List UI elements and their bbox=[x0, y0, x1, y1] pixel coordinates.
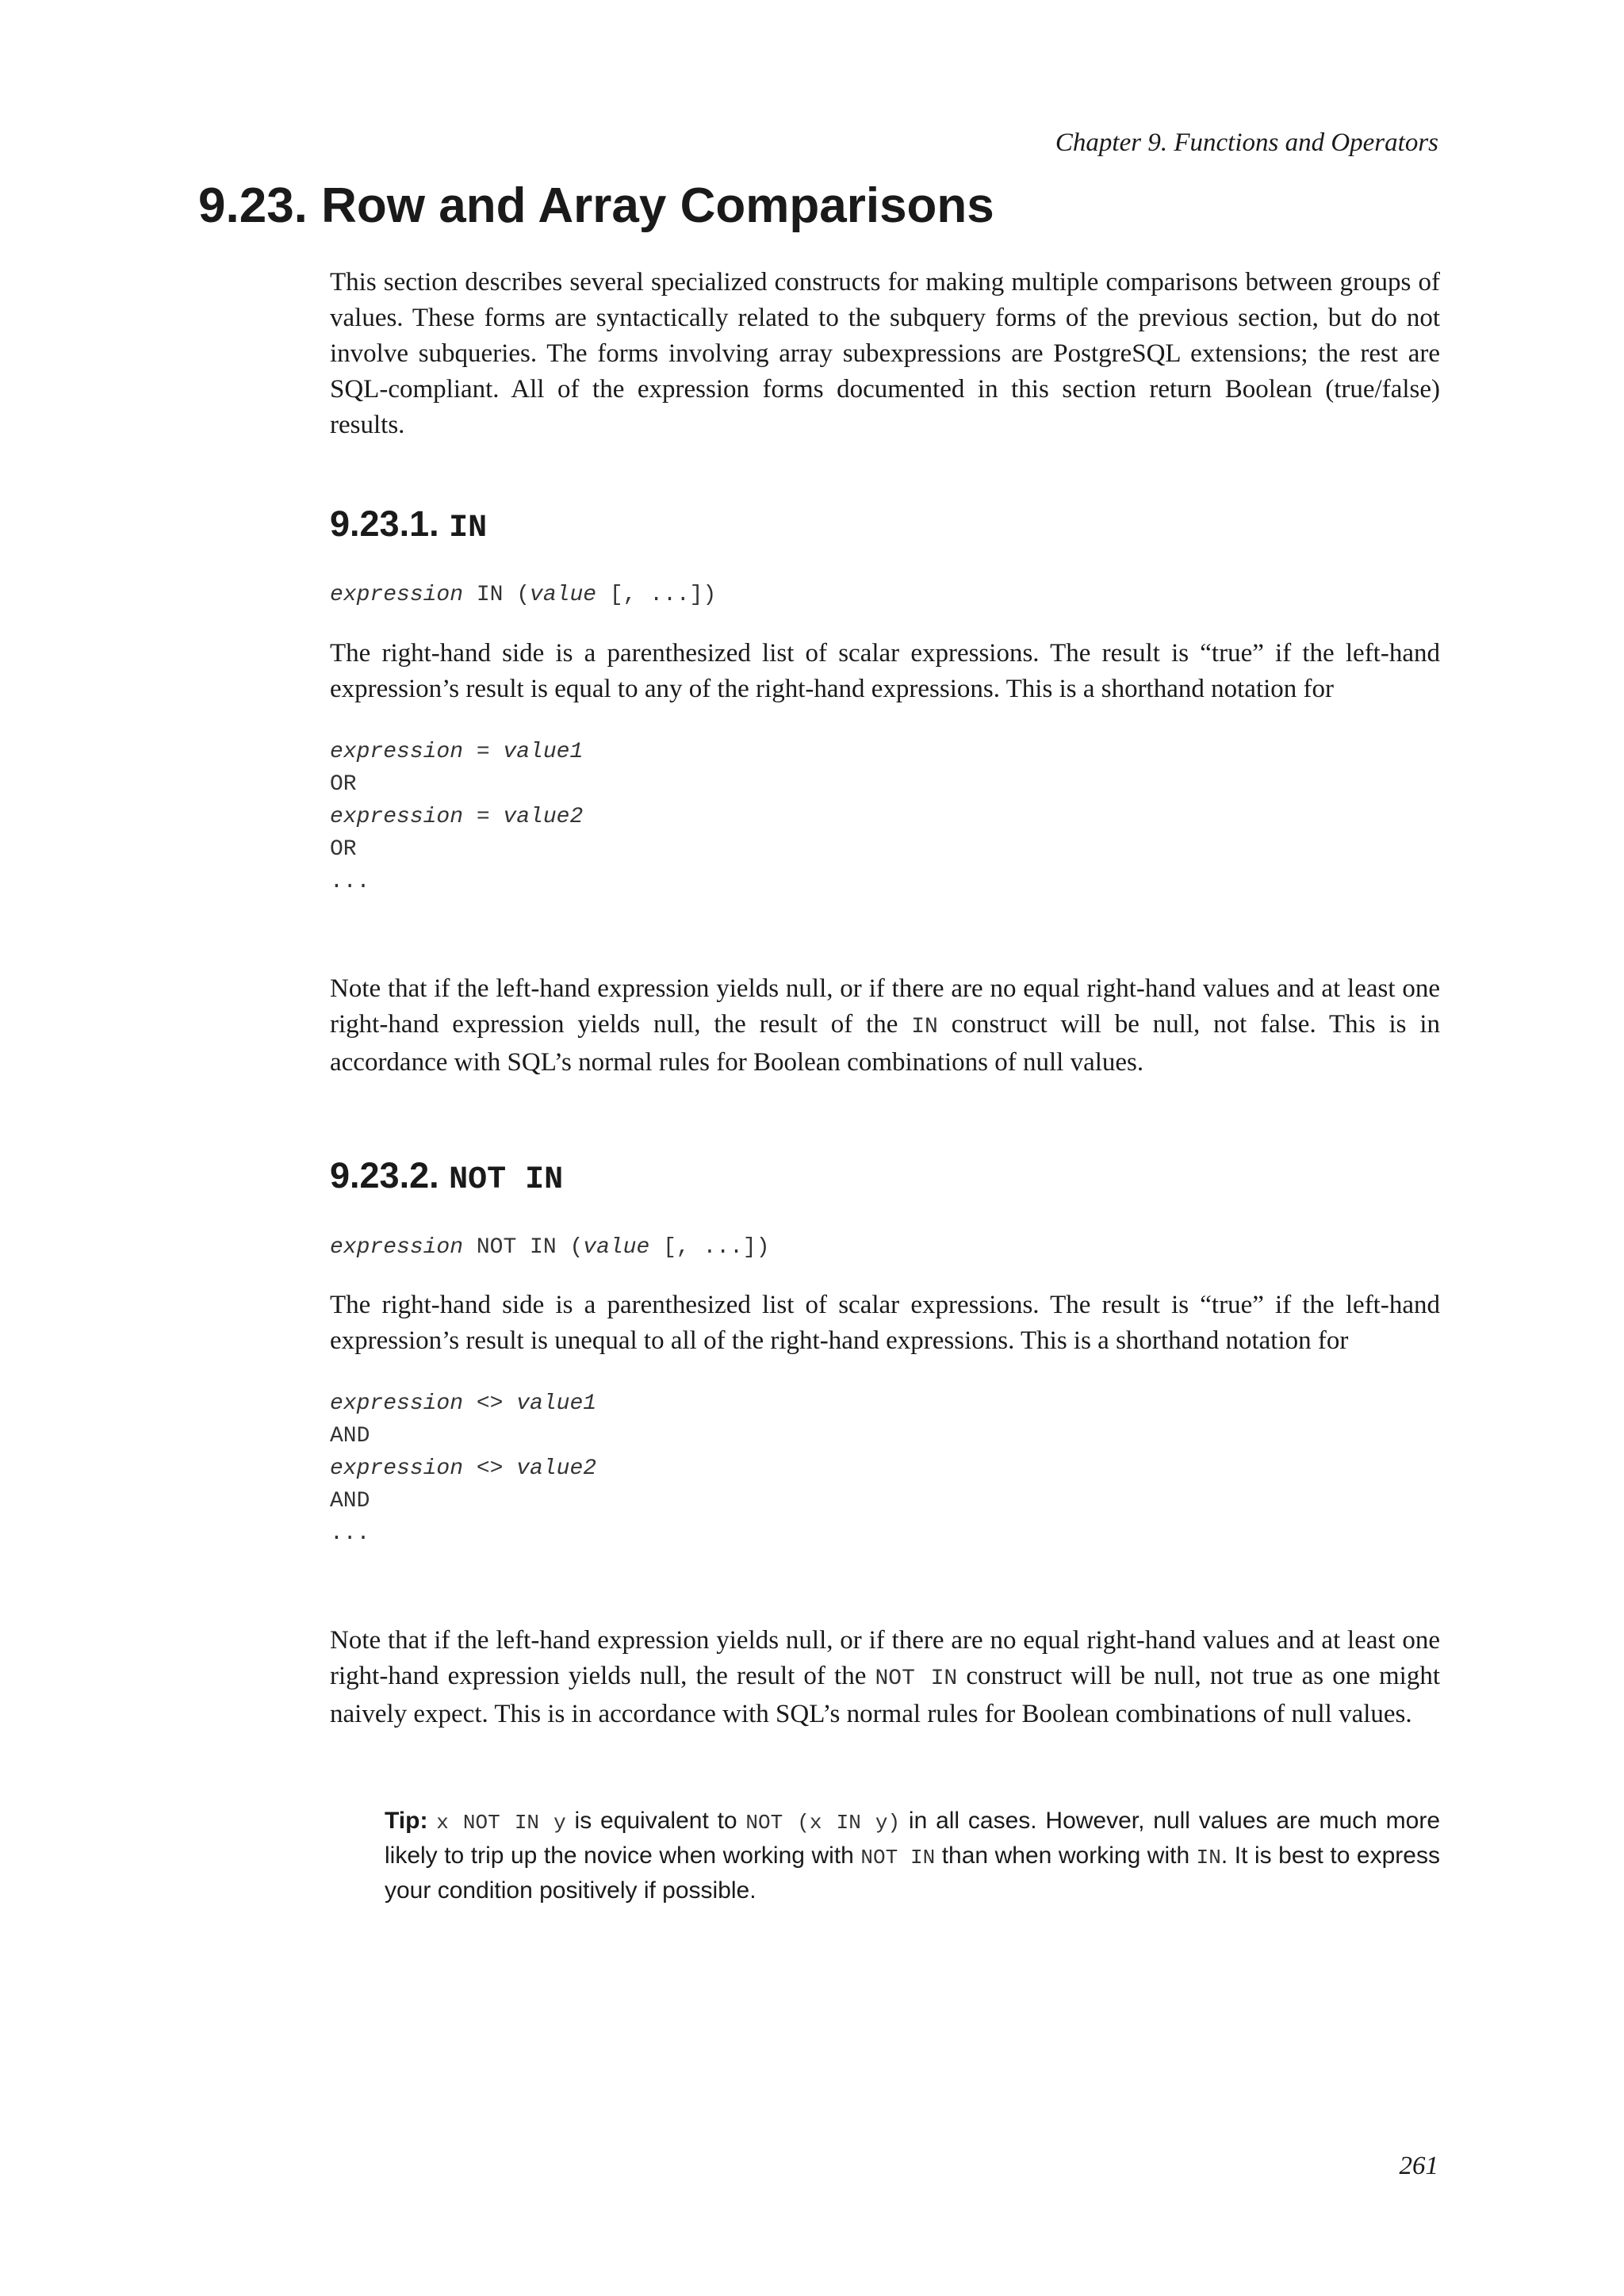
not-in-description: The right-hand side is a parenthesized list of scalar expressions. The result is “true” if the left-hand expression’s result is unequal to all of the right-hand expressions. This is a shorthand notation for bbox=[330, 1291, 1440, 1355]
synopsis-value: value bbox=[530, 583, 597, 607]
code-operator: = bbox=[463, 740, 504, 764]
in-expansion-code bbox=[330, 736, 583, 898]
code-line bbox=[330, 736, 583, 768]
tip-label: Tip: bbox=[385, 1808, 428, 1834]
subsection-heading-not-in bbox=[330, 1156, 563, 1198]
code-value: value2 bbox=[516, 1456, 597, 1481]
tip-box bbox=[385, 1804, 1440, 1907]
synopsis-value: value bbox=[583, 1235, 650, 1260]
code-value: value2 bbox=[503, 805, 584, 829]
tip-text: is equivalent to bbox=[565, 1808, 746, 1834]
code-line: ... bbox=[330, 870, 370, 894]
note-code: NOT IN bbox=[875, 1667, 958, 1691]
page-number: 261 bbox=[1399, 2152, 1438, 2180]
code-expression: expression bbox=[330, 1391, 464, 1416]
in-description: The right-hand side is a parenthesized list of scalar expressions. The result is “true” if the left-hand expression’s result is equal to any of the right-hand expressions. This is a shorthand notation for bbox=[330, 639, 1440, 703]
code-line bbox=[330, 801, 583, 833]
code-expression: expression bbox=[330, 1456, 464, 1481]
not-in-expansion-code bbox=[330, 1387, 596, 1550]
note-text: Note that if the left-hand expression yields null, or if there are no equal right-hand values and at least one right-hand expression yields null, the result of the bbox=[330, 974, 1440, 1039]
code-line: AND bbox=[330, 1489, 370, 1513]
subsection-number: 9.23.2. bbox=[330, 1155, 439, 1196]
code-value: value1 bbox=[503, 740, 584, 764]
not-in-note bbox=[330, 1623, 1440, 1732]
section-title: 9.23. Row and Array Comparisons bbox=[198, 178, 994, 233]
subsection-keyword: IN bbox=[449, 511, 488, 546]
code-value: value1 bbox=[516, 1391, 597, 1416]
synopsis-rest: [, ...]) bbox=[649, 1235, 770, 1260]
synopsis-expression: expression bbox=[330, 583, 464, 607]
subsection-heading-in bbox=[330, 504, 487, 546]
code-line: OR bbox=[330, 772, 357, 797]
code-line bbox=[330, 1387, 596, 1420]
code-expression: expression bbox=[330, 740, 464, 764]
code-line: AND bbox=[330, 1424, 370, 1448]
tip-text: than when working with bbox=[935, 1843, 1197, 1869]
tip-text: . It is best to express your condition positively if possible. bbox=[385, 1843, 1440, 1904]
in-synopsis bbox=[330, 579, 716, 611]
synopsis-expression: expression bbox=[330, 1235, 464, 1260]
note-text: construct will be null, not false. This is in accordance with SQL’s normal rules for Boolean combinations of null values. bbox=[330, 1010, 1440, 1077]
code-operator: <> bbox=[463, 1391, 517, 1416]
tip-code: NOT (x IN y) bbox=[745, 1811, 901, 1835]
tip-code: NOT IN bbox=[860, 1846, 936, 1869]
intro-paragraph: This section describes several specialized constructs for making multiple comparisons between groups of values. These forms are syntactically related to the subquery forms of the previous section, but do not involve subqueries. The forms involving array subexpressions are PostgreSQL extensions; the rest are SQL-compliant. All of the expression forms documented in this section return Boolean (true/false) results. bbox=[330, 268, 1440, 439]
code-line bbox=[330, 1452, 596, 1485]
note-code: IN bbox=[911, 1015, 938, 1039]
tip-code: IN bbox=[1196, 1846, 1221, 1869]
in-note bbox=[330, 971, 1440, 1081]
subsection-keyword: NOT IN bbox=[449, 1162, 564, 1198]
running-header: Chapter 9. Functions and Operators bbox=[1055, 128, 1438, 157]
tip-code: x NOT IN y bbox=[436, 1811, 566, 1835]
synopsis-operator: IN ( bbox=[463, 583, 530, 607]
note-text: Note that if the left-hand expression yields null, or if there are no equal right-hand values and at least one right-hand expression yields null, the result of the bbox=[330, 1626, 1440, 1690]
subsection-number: 9.23.1. bbox=[330, 503, 439, 544]
synopsis-operator: NOT IN ( bbox=[463, 1235, 584, 1260]
note-text: construct will be null, not true as one might naively expect. This is in accordance with SQL’s normal rules for Boolean combinations of null values. bbox=[330, 1662, 1440, 1728]
tip-text: in all cases. However, null values are much more likely to trip up the novice when working with bbox=[385, 1808, 1441, 1869]
code-operator: = bbox=[463, 805, 504, 829]
not-in-synopsis bbox=[330, 1231, 770, 1264]
code-expression: expression bbox=[330, 805, 464, 829]
code-line: ... bbox=[330, 1521, 370, 1546]
code-operator: <> bbox=[463, 1456, 517, 1481]
code-line: OR bbox=[330, 837, 357, 862]
synopsis-rest: [, ...]) bbox=[596, 583, 717, 607]
